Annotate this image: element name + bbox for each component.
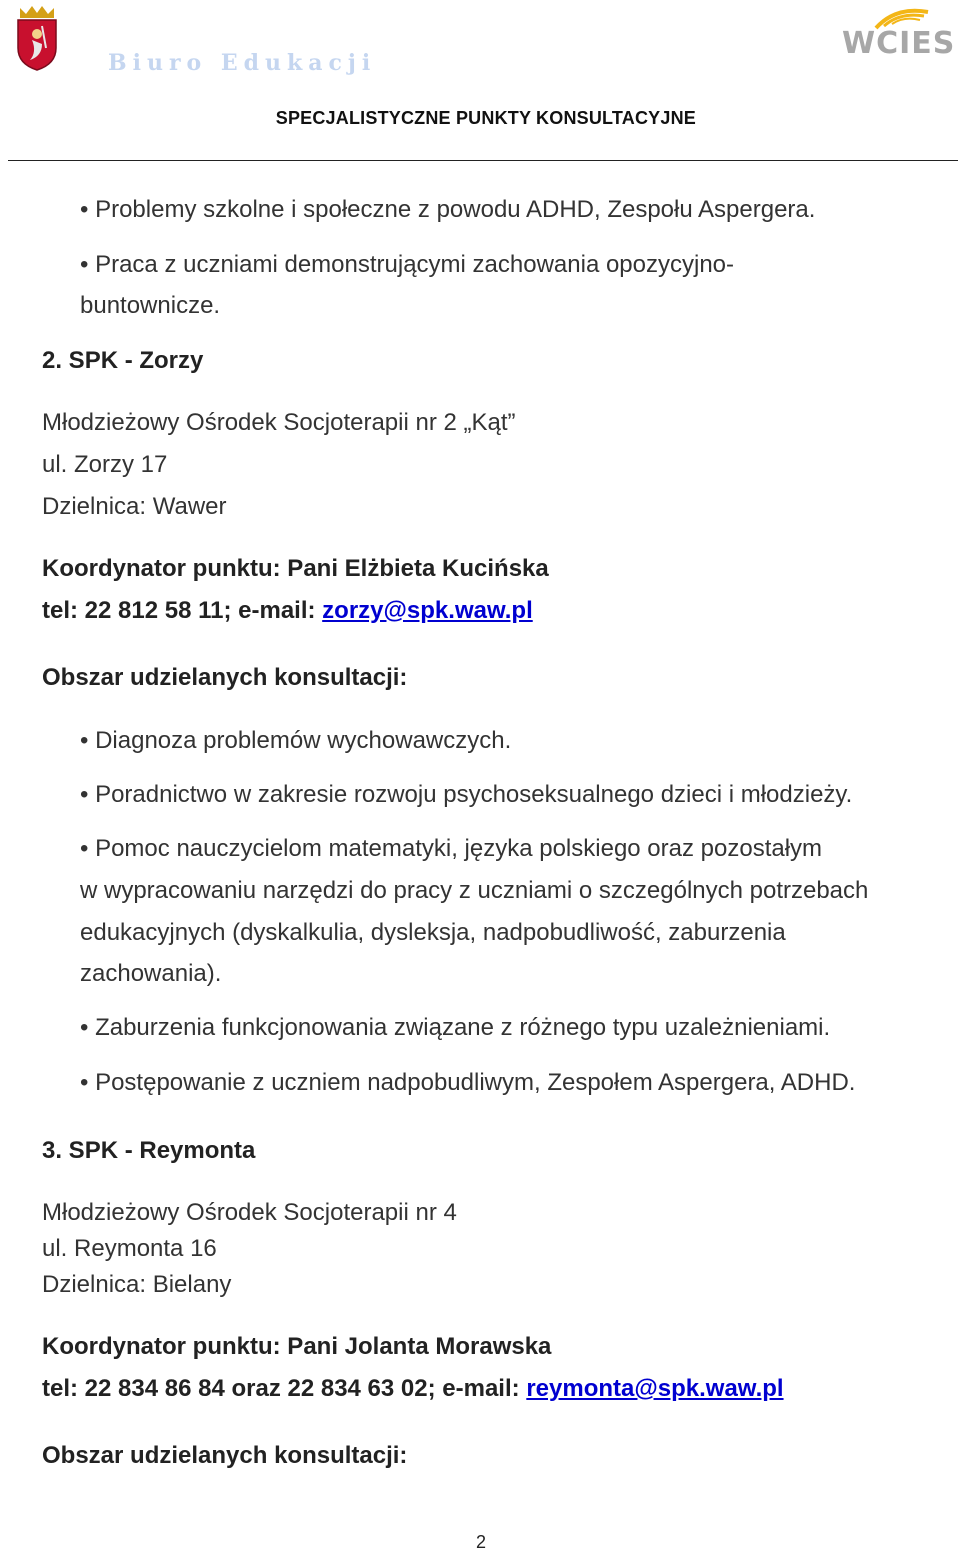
page-header-title: SPECJALISTYCZNE PUNKTY KONSULTACYJNE [275,108,696,128]
consultation-area-label: Obszar udzielanych konsultacji: [42,664,408,691]
list-item: • Problemy szkolne i społeczne z powodu ADHD, Zespołu Aspergera. [80,196,816,223]
email-link[interactable]: reymonta@spk.waw.pl [526,1375,784,1402]
header-divider [8,160,958,161]
list-item: • Praca z uczniami demonstrującymi zachowania opozycyjno- [80,251,735,278]
list-item: • Zaburzenia funkcjonowania związane z różnego typu uzależnieniami. [80,1014,831,1041]
phone-text: tel: 22 812 58 11; e-mail: [42,597,316,624]
list-item-continuation: w wypracowaniu narzędzi do pracy z uczniami o szczególnych potrzebach [80,877,869,904]
list-item: • Poradnictwo w zakresie rozwoju psychoseksualnego dzieci i młodzieży. [80,781,853,808]
institution-name: Młodzieżowy Ośrodek Socjoterapii nr 2 „Kąt” [42,409,516,436]
consultation-area-label: Obszar udzielanych konsultacji: [42,1442,408,1469]
list-item-continuation: zachowania). [80,960,222,987]
institution-name: Młodzieżowy Ośrodek Socjoterapii nr 4 [42,1199,457,1226]
list-item: • Pomoc nauczycielom matematyki, języka polskiego oraz pozostałym [80,835,823,862]
list-item-continuation: buntownicze. [80,292,221,319]
list-item-continuation: edukacyjnych (dyskalkulia, dysleksja, nadpobudliwość, zaburzenia [80,919,786,946]
street-address: ul. Reymonta 16 [42,1235,217,1262]
page-number: 2 [476,1532,487,1552]
contact-line [42,597,533,625]
section-heading: 2. SPK - Zorzy [42,347,204,374]
district: Dzielnica: Bielany [42,1271,232,1298]
list-item: • Diagnoza problemów wychowawczych. [80,727,512,754]
coordinator: Koordynator punktu: Pani Jolanta Morawska [42,1333,552,1360]
contact-line [42,1375,784,1403]
email-link[interactable]: zorzy@spk.waw.pl [322,597,533,624]
warsaw-crest-icon [12,4,62,72]
list-item: • Postępowanie z uczniem nadpobudliwym, Zespołem Aspergera, ADHD. [80,1069,856,1096]
section-heading: 3. SPK - Reymonta [42,1137,256,1164]
biuro-edukacji-logo: Biuro Edukacji [108,50,377,76]
wcies-logo: WCIES [842,26,956,61]
coordinator: Koordynator punktu: Pani Elżbieta Kucińska [42,555,549,582]
street-address: ul. Zorzy 17 [42,451,168,478]
district: Dzielnica: Wawer [42,493,227,520]
phone-text: tel: 22 834 86 84 oraz 22 834 63 02; e-mail: [42,1375,520,1402]
